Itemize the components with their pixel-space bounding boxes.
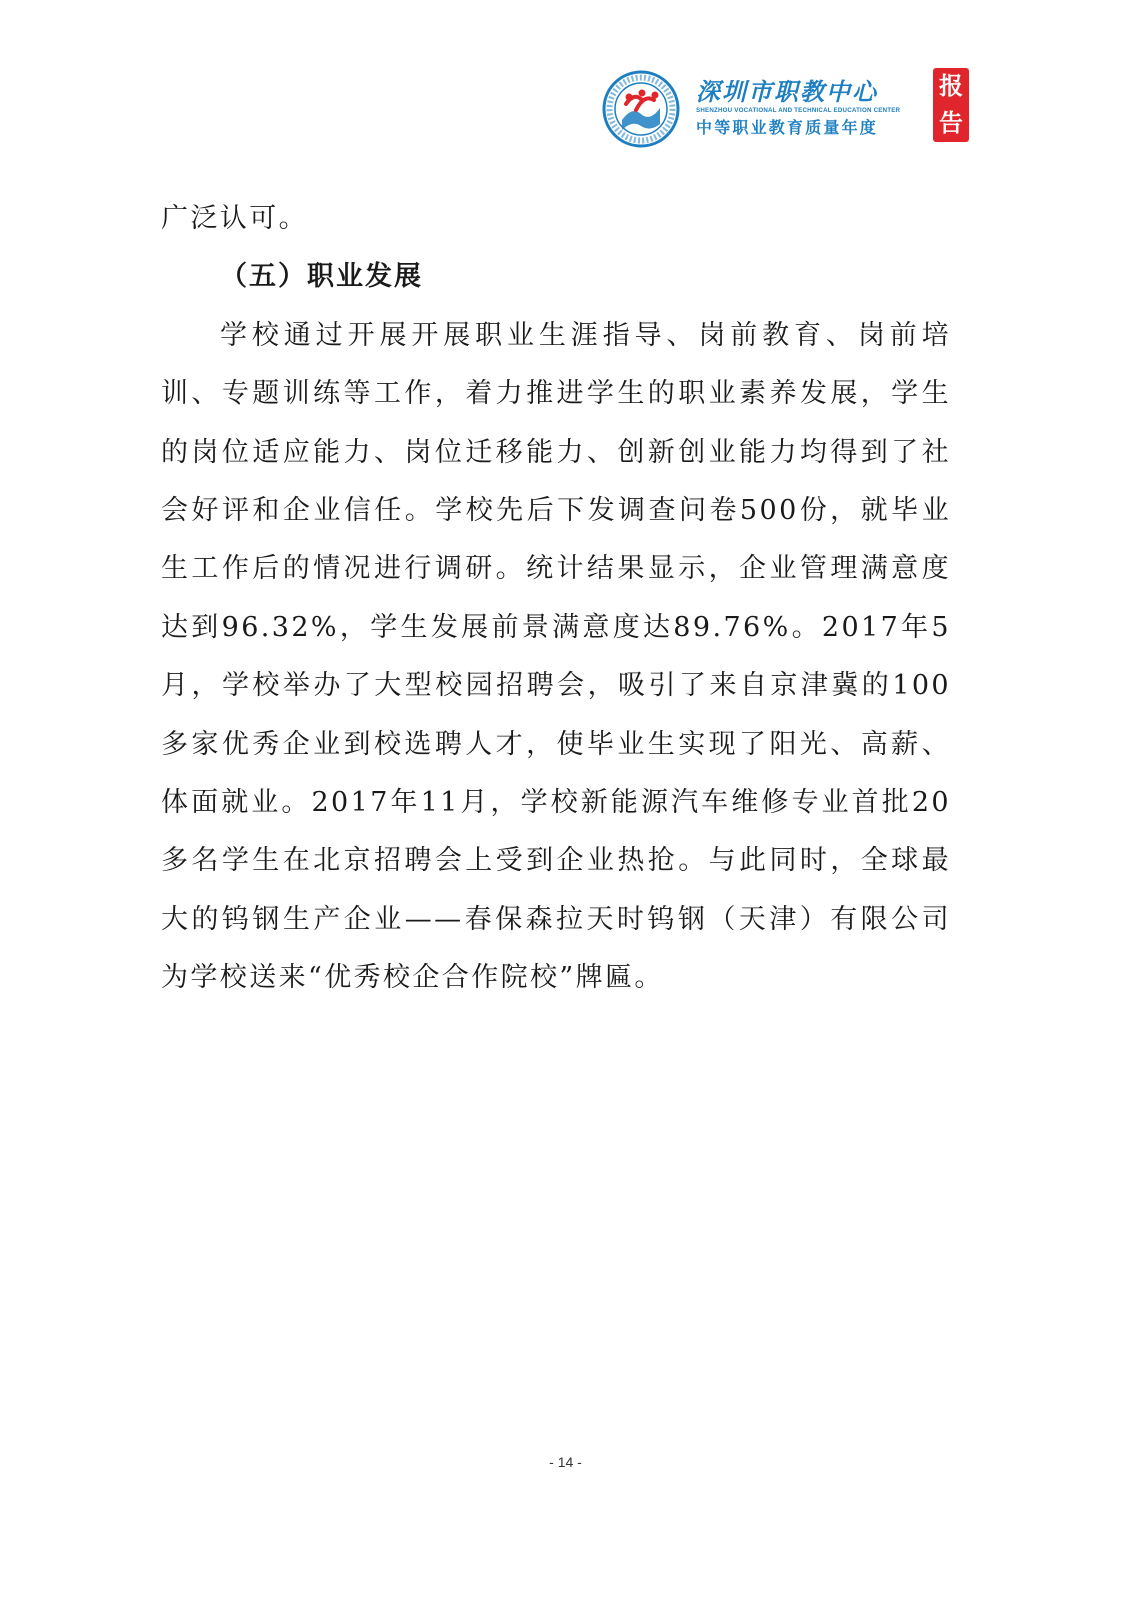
badge-top-char: 报 xyxy=(939,72,963,100)
body-paragraph: 学校通过开展开展职业生涯指导、岗前教育、岗前培训、专题训练等工作，着力推进学生的职业素养发展，学生的岗位适应能力、岗位迁移能力、创新创业能力均得到了社会好评和企业信任。学校先后下发调查问卷500份，就毕业生工作后的情况进行调研。统计结果显示，企业管理满意度达到96.32%，学生发展前景满意度达89.76%。2017年5月，学校举办了大型校园招聘会，吸引了来自京津冀的100多家优秀企业到校选聘人才，使毕业生实现了阳光、高薪、体面就业。2017年11月，学校新能源汽车维修专业首批20多名学生在北京招聘会上受到企业热抢。与此同时，全球最大的钨钢生产企业——春保森拉天时钨钢（天津）有限公司为学校送来“优秀校企合作院校”牌匾。 xyxy=(161,319,951,994)
page-content xyxy=(161,190,951,1008)
page-number: - 14 - xyxy=(549,1454,582,1470)
org-title-block xyxy=(696,78,928,144)
continuation-text: 广泛认可。 xyxy=(161,203,308,234)
badge-bottom-char: 告 xyxy=(939,109,963,137)
org-name-english: SHENZHOU VOCATIONAL AND TECHNICAL EDUCATION CENTER xyxy=(696,107,901,114)
report-title: 中等职业教育质量年度 xyxy=(696,118,879,137)
report-badge xyxy=(933,68,969,142)
section-heading: （五）职业发展 xyxy=(220,261,423,293)
page-header xyxy=(602,66,974,148)
school-seal-logo xyxy=(602,70,680,148)
org-name: 深圳市职教中心 xyxy=(696,78,878,106)
